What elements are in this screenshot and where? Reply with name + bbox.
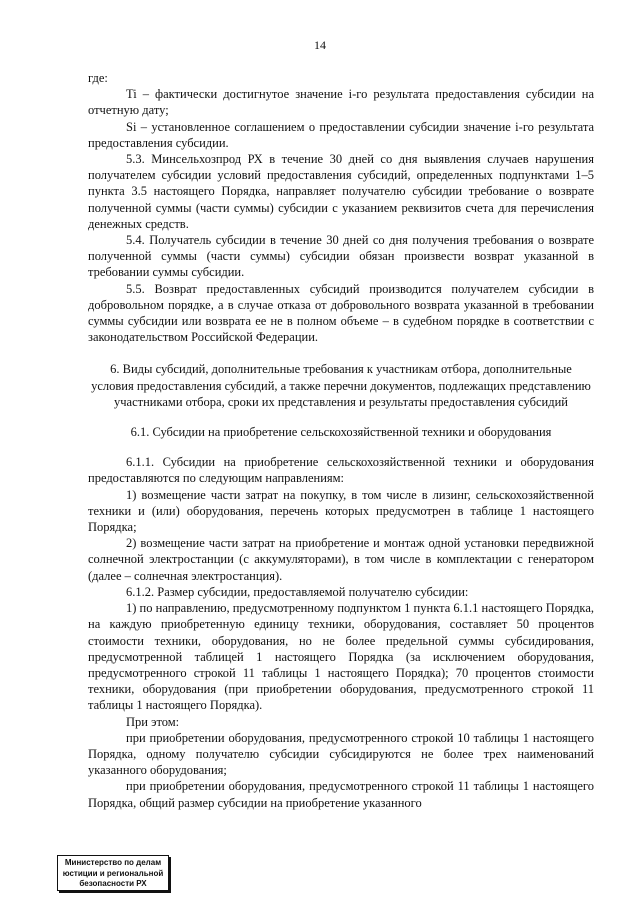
- stamp-line-1: Министерство по делам: [64, 858, 162, 867]
- paragraph-5-5: 5.5. Возврат предоставленных субсидий производится получателем субсидии в добровольном порядке, а в случае отказа от добровольного возврата указанной в требовании суммы субсидии или возврата ее не в полном объеме – в судебном порядке в соответствии с законодательством Российской Федерации.: [88, 281, 594, 345]
- section-6-heading: 6. Виды субсидий, дополнительные требования к участникам отбора, дополнительные условия предоставления субсидий, а также перечни документов, подлежащих представлению участниками отбора, сроки их представления и результаты предоставления субсидий: [91, 362, 591, 409]
- paragraph-6-1-1: 6.1.1. Субсидии на приобретение сельскохозяйственной техники и оборудования предоставляются по следующим направлениям:: [88, 455, 594, 486]
- paragraph-at-that: При этом:: [126, 714, 180, 729]
- paragraph-6-1-2: 6.1.2. Размер субсидии, предоставляемой получателю субсидии:: [126, 584, 469, 599]
- paragraph-row-11: при приобретении оборудования, предусмотренного строкой 11 таблицы 1 настоящего Порядка, общий размер субсидии на приобретение указанного: [88, 779, 594, 810]
- paragraph-5-4: 5.4. Получатель субсидии в течение 30 дней со дня получения требования о возврате полученной суммы (части суммы) субсидии обязан произвести возврат указанной в требовании суммы субсидии.: [88, 233, 594, 280]
- stamp-line-3: безопасности РХ: [79, 879, 147, 888]
- paragraph-5-3: 5.3. Минсельхозпрод РХ в течение 30 дней со дня выявления случаев нарушения получателем субсидии условий предоставления субсидий, определенных подпунктами 1–5 пункта 3.5 настоящего Порядка, направляет получателю субсидии требование о возврате полученной суммы (части суммы) субсидии с указанием реквизитов счета для перечисления денежных средств.: [88, 152, 594, 231]
- stamp-line-2: юстиции и региональной: [62, 868, 164, 878]
- subsection-6-1-heading: 6.1. Субсидии на приобретение сельскохозяйственной техники и оборудования: [130, 425, 552, 440]
- ministry-stamp: [57, 855, 169, 891]
- list-item-direction-1: 1) возмещение части затрат на покупку, в том числе в лизинг, сельскохозяйственной техники и (или) оборудования, перечень которых предусмотрен в таблице 1 настоящего Порядка;: [88, 487, 594, 535]
- paragraph-ti-definition: Ti – фактически достигнутое значение i-го результата предоставления субсидии на отчетную дату;: [88, 87, 594, 118]
- page-number: 14: [314, 38, 326, 52]
- list-item-direction-2: 2) возмещение части затрат на приобретение и монтаж одной установки передвижной солнечной электростанции (с аккумуляторами), в том числе в комплектации с генератором (далее – солнечная электростанция).: [88, 536, 594, 583]
- paragraph-where: где:: [88, 71, 108, 85]
- list-item-subsidy-size-1: 1) по направлению, предусмотренному подпунктом 1 пункта 6.1.1 настоящего Порядка, на каждую приобретенную единицу техники, оборудования, составляет 50 процентов стоимости техники, оборудования, но не более предельной суммы субсидирования, предусмотренной таблицей 1 настоящего Порядка (за исключением оборудования, предусмотренного строкой 11 таблицы 1 настоящего Порядка); 70 процентов стоимости техники, оборудования (при приобретении оборудования, предусмотренного строкой 11 таблицы 1 настоящего Порядка).: [88, 601, 594, 713]
- paragraph-row-10: при приобретении оборудования, предусмотренного строкой 10 таблицы 1 настоящего Порядка, одному получателю субсидии субсидируются не более трех наименований указанного оборудования;: [88, 730, 594, 778]
- paragraph-si-definition: Si – установленное соглашением о предоставлении субсидии значение i-го результата предоставления субсидии.: [88, 119, 594, 150]
- document-body: [88, 70, 594, 811]
